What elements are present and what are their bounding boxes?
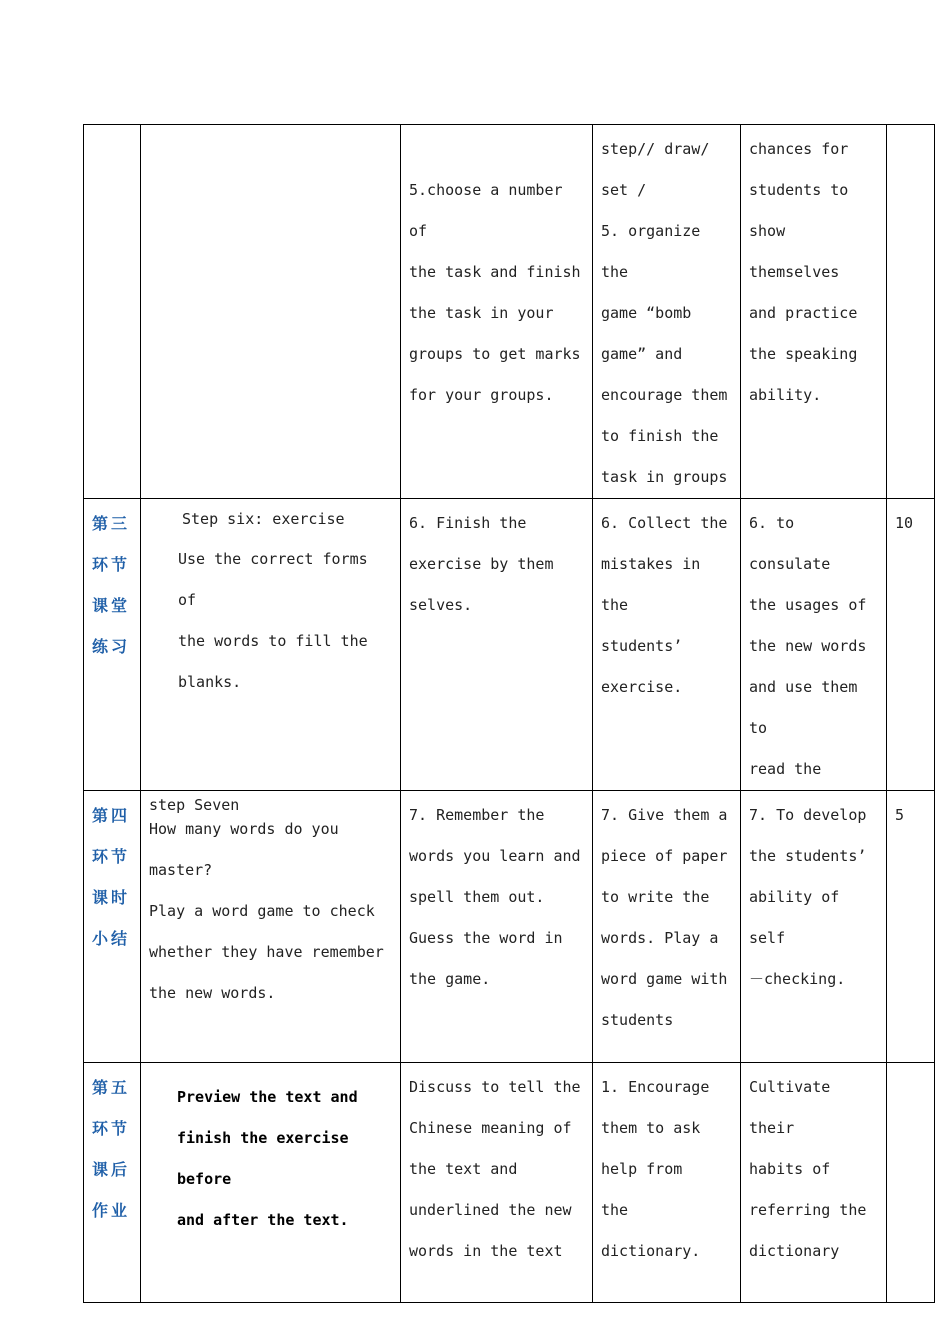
purpose-cell: Cultivate their habits of referring the dictionary — [741, 1063, 887, 1303]
lesson-plan-table — [83, 124, 935, 1303]
purpose-cell: chances for students to show themselves and practice the speaking ability. — [741, 125, 887, 499]
table-row — [84, 499, 935, 791]
teacher-activity-cell: 7. Give them a piece of paper to write the words. Play a word game with students — [593, 791, 741, 1063]
activity-cell: Step six: exercise Use the correct forms of the words to fill the blanks. — [141, 499, 401, 791]
purpose-cell: 6. to consulate the usages of the new words and use them to read the — [741, 499, 887, 791]
students-activity-cell: 7. Remember the words you learn and spell them out. Guess the word in the game. — [401, 791, 593, 1063]
students-activity-cell: 5.choose a number of the task and finish the task in your groups to get marks for your groups. — [401, 125, 593, 499]
students-activity-cell: 6. Finish the exercise by them selves. — [401, 499, 593, 791]
stage-cell: 第三 环节 课堂 练习 — [84, 499, 141, 791]
time-cell — [887, 1063, 935, 1303]
activity-title: step Seven — [149, 796, 240, 814]
activity-title: Step six: exercise — [182, 510, 345, 528]
activity-cell — [141, 125, 401, 499]
purpose-cell: 7. To develop the students’ ability of self －checking. — [741, 791, 887, 1063]
teacher-activity-cell: 6. Collect the mistakes in the students’ exercise. — [593, 499, 741, 791]
table-row — [84, 791, 935, 1063]
stage-cell — [84, 125, 141, 499]
table-row — [84, 1063, 935, 1303]
time-cell: 10 — [887, 499, 935, 791]
activity-cell: step Seven How many words do you master? Play a word game to check whether they have remember the new words. — [141, 791, 401, 1063]
time-cell — [887, 125, 935, 499]
teacher-activity-cell: step// draw/ set / 5. organize the game “bomb game” and encourage them to finish the task in groups — [593, 125, 741, 499]
students-activity-cell: Discuss to tell the Chinese meaning of the text and underlined the new words in the text — [401, 1063, 593, 1303]
activity-cell: Preview the text and finish the exercise before and after the text. — [141, 1063, 401, 1303]
stage-cell: 第五 环节 课后 作业 — [84, 1063, 141, 1303]
table-row — [84, 125, 935, 499]
stage-cell: 第四 环节 课时 小结 — [84, 791, 141, 1063]
teacher-activity-cell: 1. Encourage them to ask help from the dictionary. — [593, 1063, 741, 1303]
time-cell: 5 — [887, 791, 935, 1063]
